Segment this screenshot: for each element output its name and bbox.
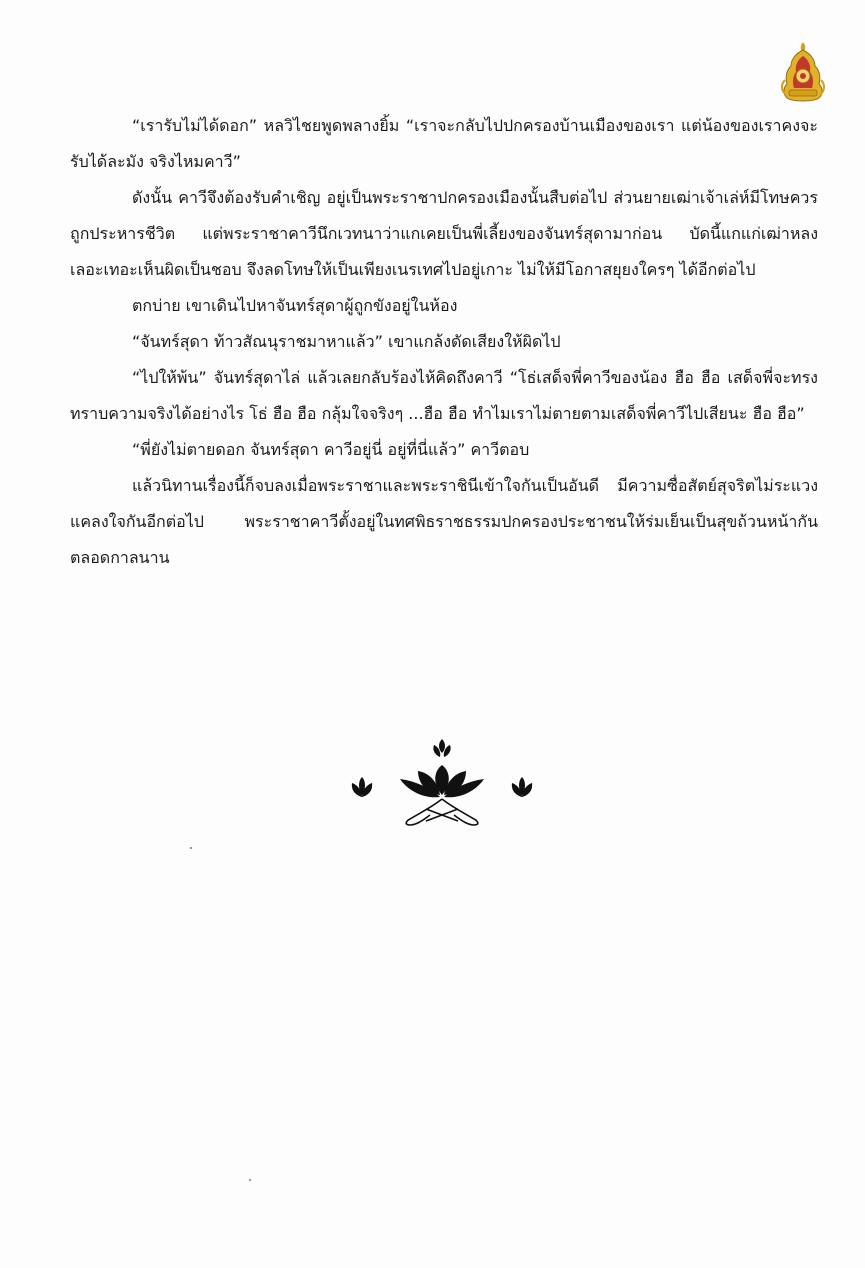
scan-speck [249, 1179, 251, 1181]
scan-speck [190, 847, 192, 849]
paragraph: “ไปให้พ้น” จันทร์สุดาไล่ แล้วเลยกลับร้องไห้คิดถึงคาวี “โธ่เสด็จพี่คาวีของน้อง ฮือ ฮือ เสด็จพี่จะทรงทราบความจริงได้อย่างไร โธ่ ฮือ ฮือ กลุ้มใจจริงๆ ...ฮือ ฮือ ทำไมเราไม่ตายตามเสด็จพี่คาวีไปเสียนะ ฮือ ฮือ” [70, 368, 818, 423]
paragraph: ตกบ่าย เขาเดินไปหาจันทร์สุดาผู้ถูกขังอยู่ในห้อง [132, 296, 458, 315]
royal-emblem-icon [779, 40, 827, 104]
paragraph: “จันทร์สุดา ท้าวสัณนุราชมาหาแล้ว” เขาแกล้งดัดเสียงให้ผิดไป [132, 332, 561, 351]
lotus-ornament-icon [340, 735, 545, 830]
paragraph: “เรารับไม่ได้ดอก” หลวิไชยพูดพลางยิ้ม “เราจะกลับไปปกครองบ้านเมืองของเรา แต่น้องของเราคงจะรับได้ละมัง จริงไหมคาวี” [70, 116, 818, 171]
story-text [70, 108, 818, 576]
paragraph: ดังนั้น คาวีจึงต้องรับคำเชิญ อยู่เป็นพระราชาปกครองเมืองนั้นสืบต่อไป ส่วนยายเฒ่าเจ้าเล่ห์มีโทษควรถูกประหารชีวิต แต่พระราชาคาวีนึกเวทนาว่าแกเคยเป็นพี่เลี้ยงของจันทร์สุดามาก่อน บัดนี้แกแก่เฒ่าหลงเลอะเทอะเห็นผิดเป็นชอบ จึงลดโทษให้เป็นเพียงเนรเทศไปอยู่เกาะ ไม่ให้มีโอกาสยุยงใครๆ ได้อีกต่อไป [70, 188, 818, 279]
paragraph: แล้วนิทานเรื่องนี้ก็จบลงเมื่อพระราชาและพระราชินีเข้าใจกันเป็นอันดี มีความซื่อสัตย์สุจริตไม่ระแวงแคลงใจกันอีกต่อไป พระราชาคาวีตั้งอยู่ในทศพิธราชธรรมปกครองประชาชนให้ร่มเย็นเป็นสุขถ้วนหน้ากันตลอดกาลนาน [70, 476, 818, 567]
paragraph: “พี่ยังไม่ตายดอก จันทร์สุดา คาวีอยู่นี่ อยู่ที่นี่แล้ว” คาวีตอบ [132, 440, 530, 459]
